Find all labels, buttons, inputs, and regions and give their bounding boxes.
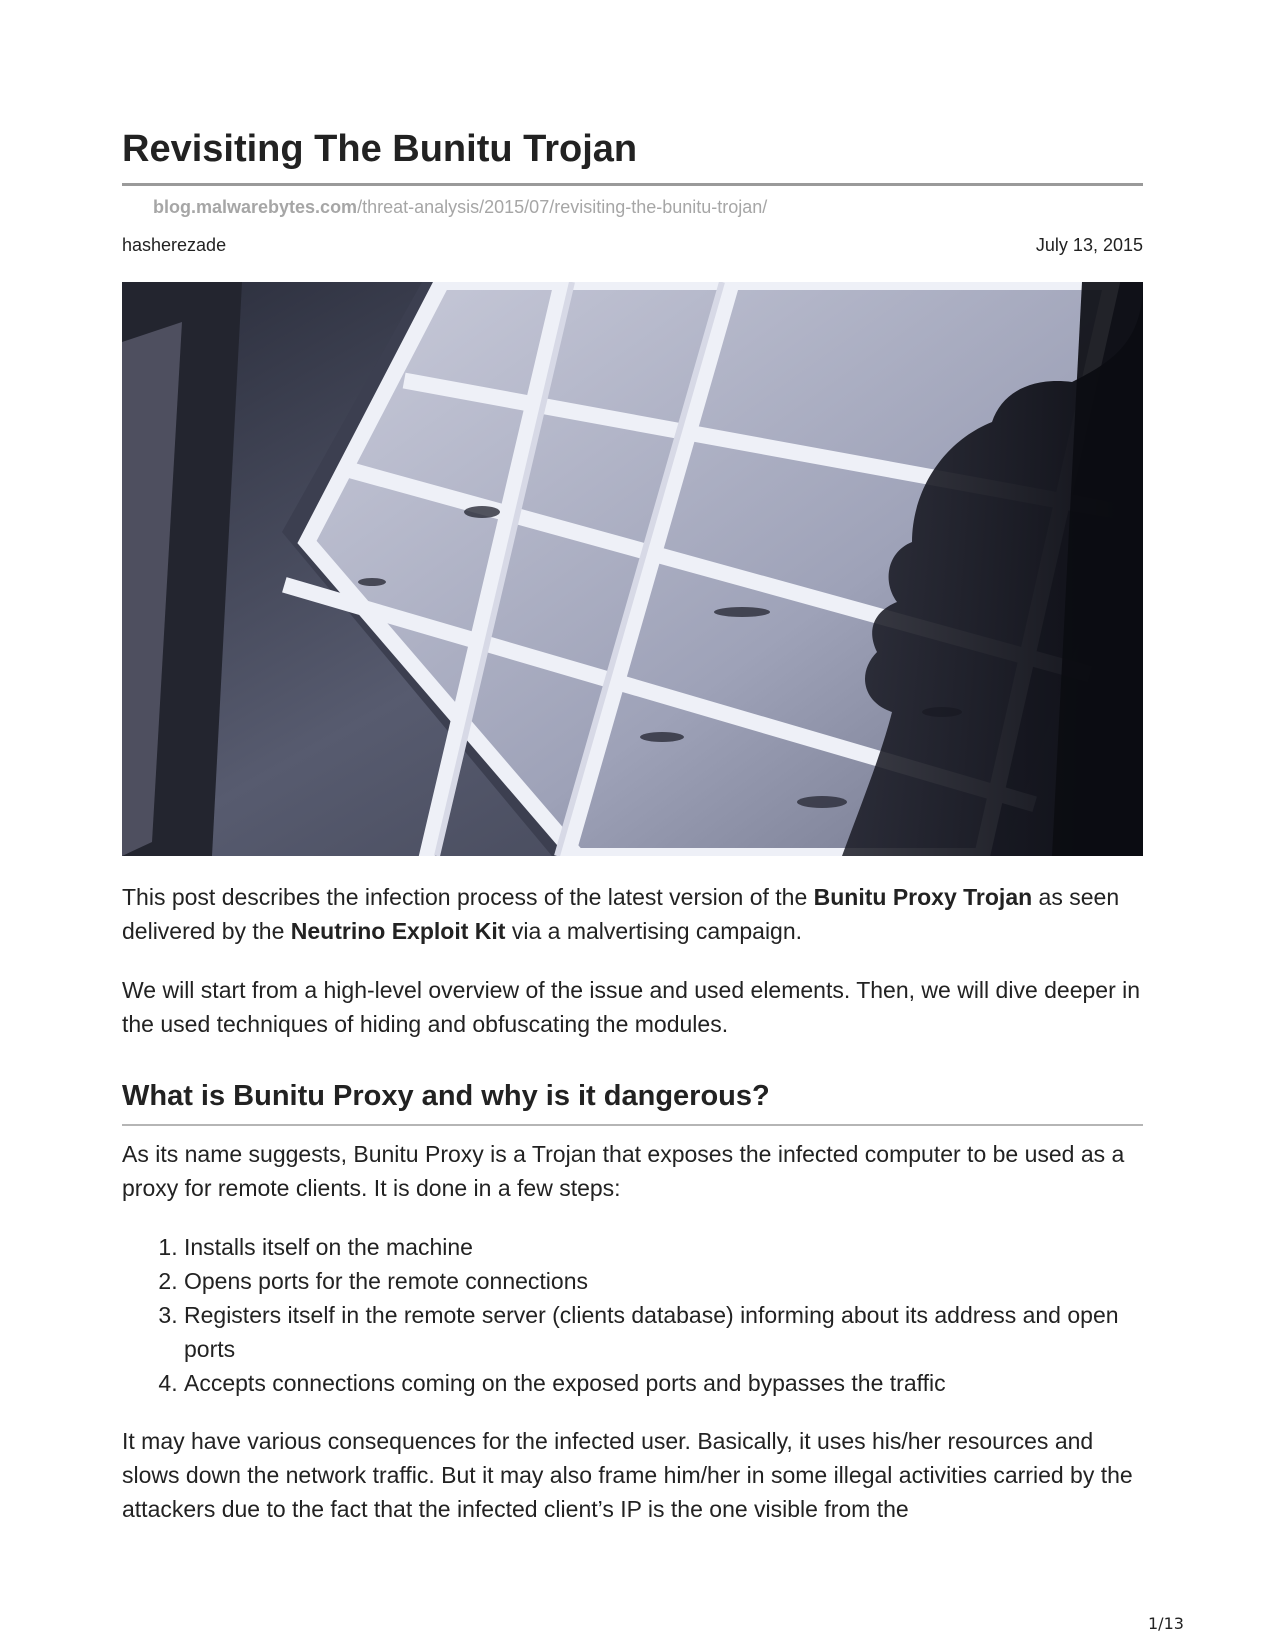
url-path[interactable]: /threat-analysis/2015/07/revisiting-the-bunitu-trojan/ [357,197,768,217]
publish-date: July 13, 2015 [1035,235,1143,255]
steps-list [122,1230,1143,1400]
list-item: 3. Registers itself in the remote server (clients database) informing about its address and open ports [184,1298,1143,1366]
list-item: 2. Opens ports for the remote connections [184,1264,1143,1298]
neutrino-exploit-kit-term: Neutrino Exploit Kit [290,918,506,944]
intro-text-3: via a malvertising campaign. [505,918,803,944]
intro-text-1: This post describes the infection process of the latest version of the [122,884,814,910]
section-heading: What is Bunitu Proxy and why is it dangerous? [122,1080,770,1112]
intro-text-2: as seen delivered by the [122,884,1120,944]
list-item: 1. Installs itself on the machine [184,1230,1143,1264]
bunitu-proxy-trojan-term: Bunitu Proxy Trojan [813,884,1033,910]
hero-image [122,282,1143,856]
section-paragraph-2: It may have various consequences for the infected user. Basically, it uses his/her resources and slows down the network traffic. But it may also frame him/her in some illegal activities carried by the attackers due to the fact that the infected client’s IP is the one visible from the [122,1428,1133,1522]
source-url[interactable] [153,195,767,219]
section-divider [122,1124,1143,1126]
section-paragraph-1: As its name suggests, Bunitu Proxy is a Trojan that exposes the infected computer to be used as a proxy for remote clients. It is done in a few steps: [122,1141,1125,1201]
title-divider [122,183,1143,186]
page-number: 1/13 [1148,1614,1184,1633]
article-title: Revisiting The Bunitu Trojan [122,128,638,170]
intro-paragraph-1 [122,880,1143,948]
author-name: hasherezade [122,235,227,255]
url-domain[interactable]: blog.malwarebytes.com [153,197,358,217]
list-item: 4. Accepts connections coming on the exposed ports and bypasses the traffic [184,1366,1143,1400]
intro-paragraph-2: We will start from a high-level overview of the issue and used elements. Then, we will dive deeper in the used techniques of hiding and obfuscating the modules. [122,977,1141,1037]
